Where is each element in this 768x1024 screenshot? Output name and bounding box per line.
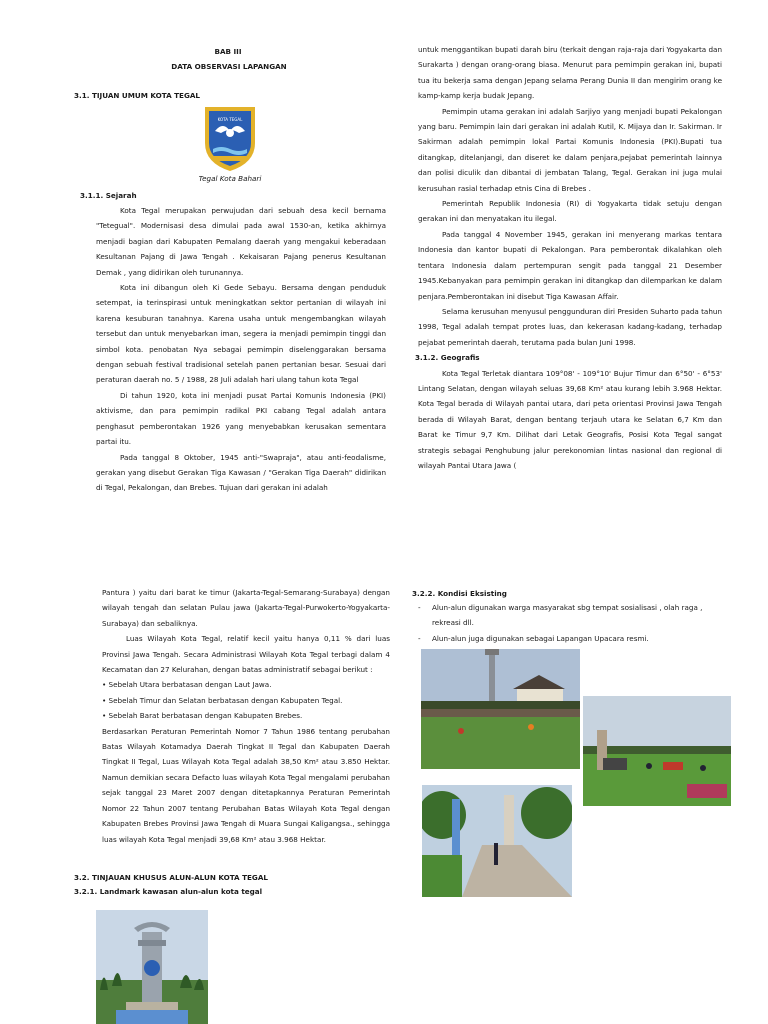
section-heading-3-2: 3.2. TINJAUAN KHUSUS ALUN-ALUN KOTA TEGAL (74, 873, 268, 882)
logo-caption: Tegal Kota Bahari (198, 174, 262, 183)
paragraph: Pantura ) yaitu dari barat ke timur (Jakarta-Tegal-Semarang-Surabaya) dengan wilayah tengah dan selatan Pulau jawa (Jakarta-Tegal-Purwokerto-Yogyakarta-Surabaya) dan sebaliknya. (102, 588, 390, 628)
paragraph: Pada tanggal 8 Oktober, 1945 anti-"Swapraja", atau anti-feodalisme, gerakan yang disebut Gerakan Tiga Kawasan / "Gerakan Tiga Daerah" didirikan di Tegal, Pekalongan, dan Brebes. Tujuan dari gerakan ini adalah (96, 452, 386, 493)
bullet-text: Alun-alun digunakan warga masyarakat sbg tempat sosialisasi , olah raga , rekreasi dll. (432, 603, 703, 628)
subsection-heading-3-2-2: 3.2.2. Kondisi Eksisting (412, 589, 507, 598)
subsection-heading-3-1-2: 3.1.2. Geografis (415, 353, 480, 363)
subsection-heading-3-2-1: 3.2.1. Landmark kawasan alun-alun kota tegal (74, 887, 263, 896)
subsection-heading-3-1-1: 3.1.1. Sejarah (80, 191, 137, 200)
alun-alun-mosque-photo (421, 649, 580, 769)
paragraph: Pemerintah Republik Indonesia (RI) di Yogyakarta tidak setuju dengan gerakan ini dan menyatakan itu ilegal. (418, 199, 722, 224)
paragraph: Kota Tegal merupakan perwujudan dari sebuah desa kecil bernama "Tetegual". Modernisasi desa dimulai pada awal 1530-an, ketika akhirnya menjadi bagian dari Kabupaten Pemalang daerah yang mengakui keberadaan Kesultanan Pajang di Jawa Tengah . Kekaisaran Pajang penerus Kesultanan Demak , yang didirikan oleh turunannya. (96, 206, 386, 277)
sejarah-text-left (96, 203, 386, 496)
paragraph: Berdasarkan Peraturan Pemerintah Nomor 7 Tahun 1986 tentang perubahan Batas Wilayah Kotamadya Daerah Tingkat II Tegal dan Kabupaten Daerah Tingkat II Tegal, Luas Wilayah Kota Tegal adalah 38,50 Km² atau 3.850 Hektar. Namun demikian secara Defacto luas wilayah Kota Tegal mengalami perubahan sejak tanggal 23 Maret 2007 dengan ditetapkannya Peraturan Pemerintah Nomor 22 Tahun 2007 tentang Perubahan Batas Wilayah Kota Tegal dengan Kabupaten Brebes Provinsi Jawa Tengah di Muara Sungai Kaligangsa., sehingga luas wilayah Kota Tegal menjadi 39,68 Km² atau 3.968 Hektar. (102, 726, 390, 844)
paragraph: Luas Wilayah Kota Tegal, relatif kecil yaitu hanya 0,11 % dari luas Provinsi Jawa Tengah. Secara Administrasi Wilayah Kota Tegal terbagi dalam 4 Kecamatan dan 27 Kelurahan, dengan batas administratif sebagai berikut : (102, 634, 390, 675)
bullet-item: - Alun-alun juga digunakan sebagai Lapangan Upacara resmi. (418, 631, 718, 646)
landmark-monument-photo (96, 910, 208, 1024)
paragraph: untuk menggantikan bupati darah biru (terkait dengan raja-raja dari Yogyakarta dan Surakarta ) dengan orang-orang biasa. Menurut para pemimpin gerakan ini, bupati tua itu bekerja sama dengan Jepang selama Perang Dunia II dan mengirim orang ke kamp-kamp kerja budak Jepang. (418, 45, 722, 101)
paragraph: Pada tanggal 4 November 1945, gerakan ini menyerang markas tentara Indonesia dan kantor bupati di Pekalongan. Para pemberontak dikalahkan oleh tentara Indonesia dalam pertempuran sengit pada tanggal 21 Desember 1945.Kebanyakan para pemimpin gerakan ini ditangkap dan dilemparkan ke dalam penjara.Pemberontakan ini disebut Tiga Kawasan Affair. (418, 229, 722, 301)
bullet-item: - Alun-alun digunakan warga masyarakat sbg tempat sosialisasi , olah raga , rekreasi dll. (418, 600, 718, 631)
border-item: • Sebelah Timur dan Selatan berbatasan dengan Kabupaten Tegal. (102, 695, 343, 705)
bullet-text: Alun-alun juga digunakan sebagai Lapangan Upacara resmi. (432, 633, 649, 643)
kota-tegal-logo (201, 103, 259, 173)
sejarah-text-right (415, 42, 722, 473)
logo-text: KOTA TEGAL (217, 117, 243, 122)
paragraph: Kota ini dibangun oleh Ki Gede Sebayu. Bersama dengan penduduk setempat, ia terinspirasi untuk meningkatkan sektor pertanian di wilayah ini karena kesuburan tanahnya. Karena usaha untuk mengembangkan wilayah tersebut dan untuk menyebarkan iman, segera ia menjadi pemimpin tinggi dan simbol kota. penobatan Nya sebagai pemimpin diselenggarakan bersama dengan sebuah festival tradisional setelah panen pertanian besar. Sesuai dari peraturan daerah no. 5 / 1988, 28 Juli adalah hari ulang tahun kota Tegal (96, 283, 386, 385)
geografis-text-continued (102, 585, 390, 847)
border-item: • Sebelah Utara berbatasan dengan Laut Jawa. (102, 680, 272, 690)
border-item: • Sebelah Barat berbatasan dengan Kabupaten Brebes. (102, 711, 303, 721)
page-title: DATA OBSERVASI LAPANGAN (171, 62, 287, 71)
section-heading-3-1: 3.1. TIJUAN UMUM KOTA TEGAL (74, 91, 201, 100)
alun-alun-park-photo (422, 785, 572, 897)
paragraph: Selama kerusuhan menyusul penggunduran diri Presiden Suharto pada tahun 1998, Tegal adalah tempat protes luas, dan kekerasan kadang-kadang, terhadap pejabat pemerintah daerah, terutama pada bulan Juni 1998. (418, 306, 722, 347)
kondisi-bullets (418, 600, 718, 646)
paragraph: Pemimpin utama gerakan ini adalah Sarjiyo yang menjadi bupati Pekalongan yang baru. Pemimpin lain dari gerakan ini adalah Kutil, K. Mijaya dan Ir. Sakirman. Ir Sakirman adalah pemimpin lokal Partai Komunis Indonesia (PKI).Bupati tua ditangkap, ditelanjangi, dan diseret ke dalam penjara,pejabat pemerintah lainnya dan polisi diculik dan dibantai di jembatan Talang, Tegal. Gerakan ini juga mulai kerusuhan rasial terhadap etnis Cina di Brebes . (418, 106, 722, 193)
paragraph: Di tahun 1920, kota ini menjadi pusat Partai Komunis Indonesia (PKI) aktivisme, dan para pemimpin radikal PKI cabang Tegal adalah antara penghasut pemberontakan 1926 yang menyebabkan kerusakan sementara partai itu. (96, 390, 386, 447)
alun-alun-field-photo (583, 696, 731, 806)
paragraph: Kota Tegal Terletak diantara 109°08' - 109°10' Bujur Timur dan 6°50' - 6°53' Lintang Selatan, dengan wilayah seluas 39,68 Km² atau kurang lebih 3.968 Hektar. Kota Tegal berada di Wilayah pantai utara, dari peta orientasi Provinsi Jawa Tengah berada di Wilayah Barat, dengan bentang terjauh utara ke Selatan 6,7 Km dan Barat ke Timur 9,7 Km. Dilihat dari Letak Geografis, Posisi Kota Tegal sangat strategis sebagai Penghubung jalur perekonomian lintas nasional dan regional di wilayah Pantai Utara Jawa ( (418, 368, 722, 470)
chapter-label: BAB III (214, 47, 242, 56)
